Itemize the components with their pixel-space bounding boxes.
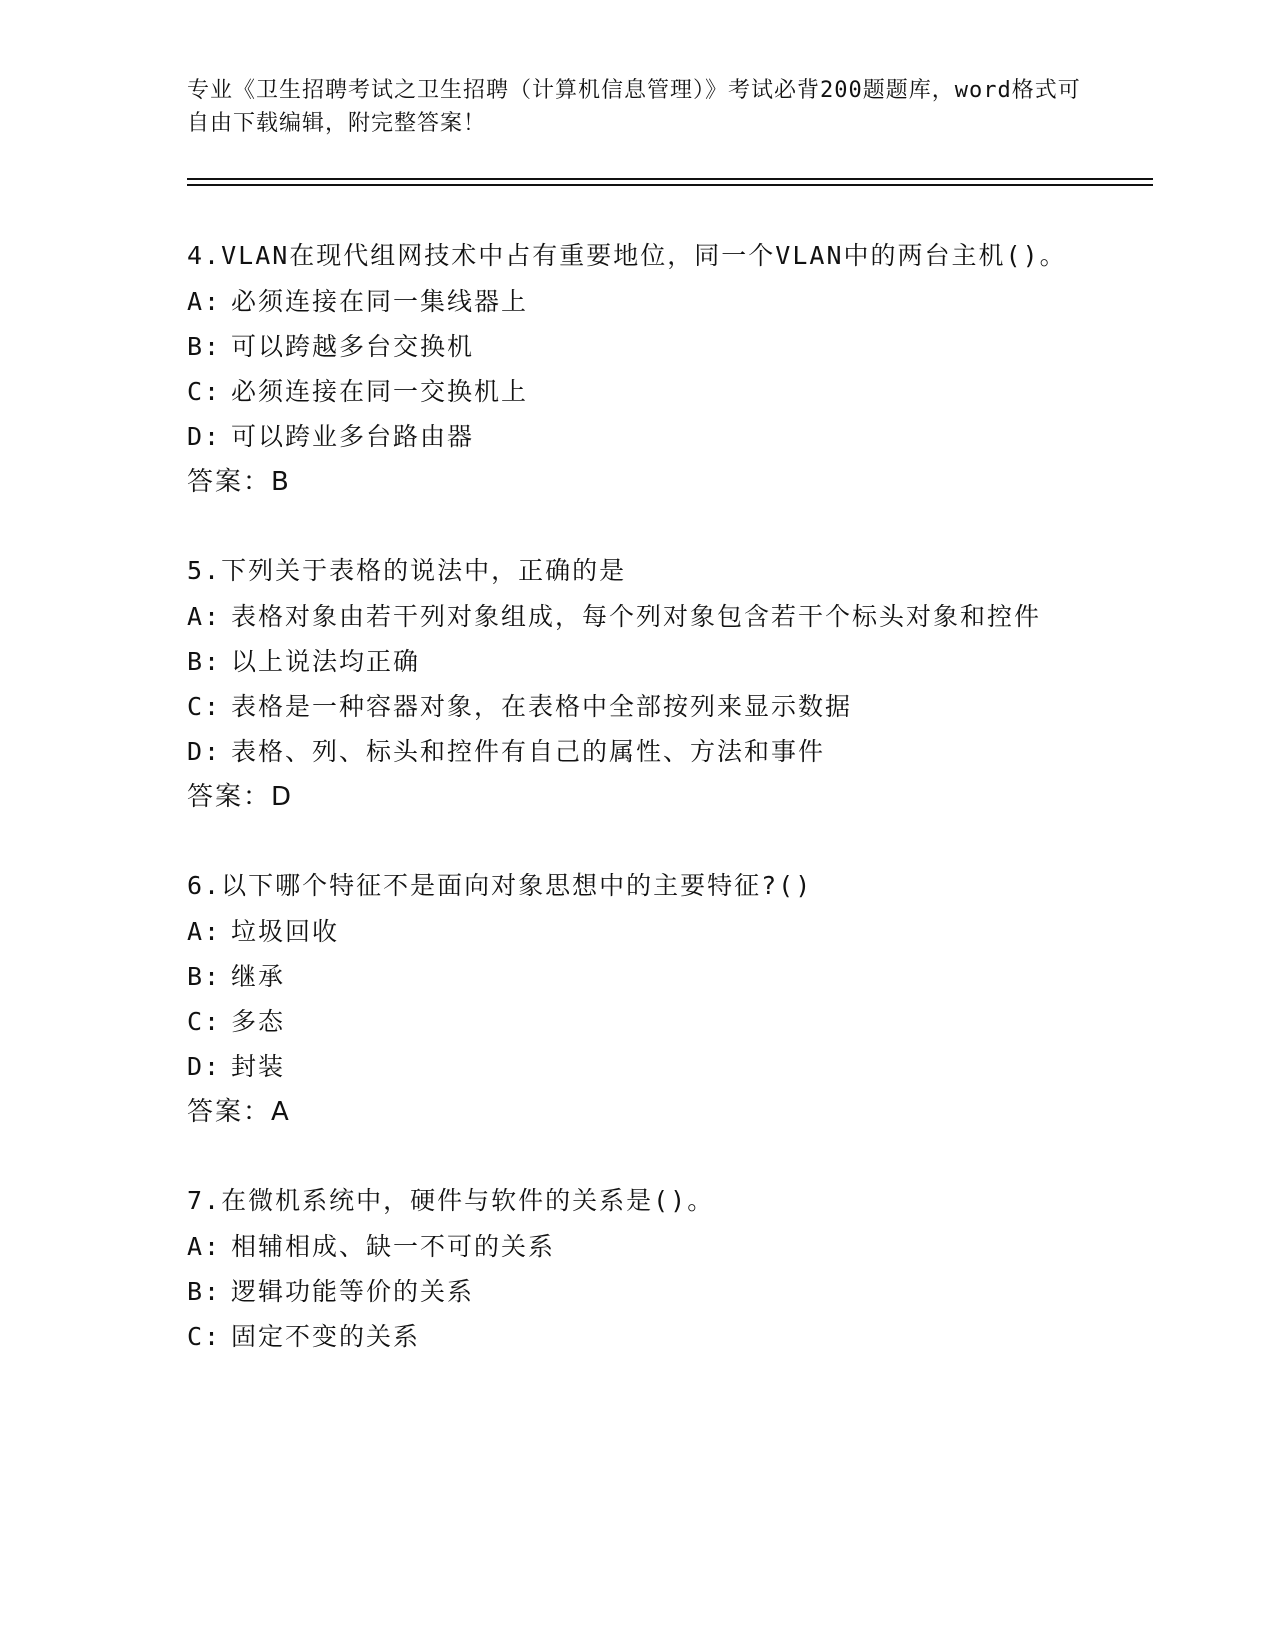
option-text: 逻辑功能等价的关系 (231, 1277, 475, 1306)
option-letter: C: (187, 692, 222, 721)
option-text: 固定不变的关系 (231, 1322, 421, 1351)
option-text: 表格对象由若干列对象组成，每个列对象包含若干个标头对象和控件 (231, 602, 1042, 631)
option-d (187, 729, 1087, 774)
option-a (187, 909, 1087, 954)
option-text: 多态 (231, 1007, 286, 1036)
option-text: 以上说法均正确 (231, 647, 421, 676)
option-a (187, 1224, 1087, 1269)
header-divider-bottom (187, 184, 1153, 186)
option-c (187, 999, 1087, 1044)
option-letter: C: (187, 377, 222, 406)
answer-text: 答案：D (187, 782, 294, 812)
option-text: 垃圾回收 (231, 917, 340, 946)
option-letter: D: (187, 737, 222, 766)
option-text: 可以跨业多台路由器 (231, 422, 475, 451)
option-letter: A: (187, 917, 222, 946)
header-divider-top (187, 178, 1153, 180)
question-stem: 6.以下哪个特征不是面向对象思想中的主要特征?() (187, 871, 813, 900)
option-d (187, 1044, 1087, 1089)
question-stem: 5.下列关于表格的说法中，正确的是 (187, 556, 627, 585)
option-b (187, 639, 1087, 684)
option-letter: A: (187, 602, 222, 631)
option-text: 相辅相成、缺一不可的关系 (231, 1232, 556, 1261)
option-c (187, 369, 1087, 414)
option-b (187, 954, 1087, 999)
option-letter: C: (187, 1007, 222, 1036)
answer-text: 答案：B (187, 467, 291, 497)
question-6 (187, 862, 1087, 1135)
option-b (187, 1269, 1087, 1314)
option-letter: B: (187, 962, 222, 991)
document-header: 专业《卫生招聘考试之卫生招聘（计算机信息管理）》考试必背200题题库，word格式可自由下载编辑，附完整答案！ (187, 78, 1081, 136)
question-stem: 4.VLAN在现代组网技术中占有重要地位，同一个VLAN中的两台主机()。 (187, 241, 1067, 270)
option-letter: A: (187, 287, 222, 316)
option-letter: B: (187, 1277, 222, 1306)
option-letter: C: (187, 1322, 222, 1351)
option-letter: D: (187, 1052, 222, 1081)
option-letter: D: (187, 422, 222, 451)
question-list (187, 232, 1087, 1401)
option-c (187, 684, 1087, 729)
option-text: 封装 (231, 1052, 286, 1081)
option-letter: A: (187, 1232, 222, 1261)
question-stem: 7.在微机系统中，硬件与软件的关系是()。 (187, 1186, 715, 1215)
option-text: 可以跨越多台交换机 (231, 332, 475, 361)
option-text: 表格是一种容器对象，在表格中全部按列来显示数据 (231, 692, 853, 721)
option-letter: B: (187, 332, 222, 361)
option-b (187, 324, 1087, 369)
question-7 (187, 1177, 1087, 1359)
option-text: 必须连接在同一交换机上 (231, 377, 529, 406)
option-c (187, 1314, 1087, 1359)
option-a (187, 594, 1087, 639)
option-a (187, 279, 1087, 324)
option-text: 必须连接在同一集线器上 (231, 287, 529, 316)
option-d (187, 414, 1087, 459)
option-text: 表格、列、标头和控件有自己的属性、方法和事件 (231, 737, 826, 766)
question-5 (187, 547, 1087, 820)
option-letter: B: (187, 647, 222, 676)
option-text: 继承 (231, 962, 286, 991)
answer-text: 答案：A (187, 1097, 291, 1127)
question-4 (187, 232, 1087, 505)
